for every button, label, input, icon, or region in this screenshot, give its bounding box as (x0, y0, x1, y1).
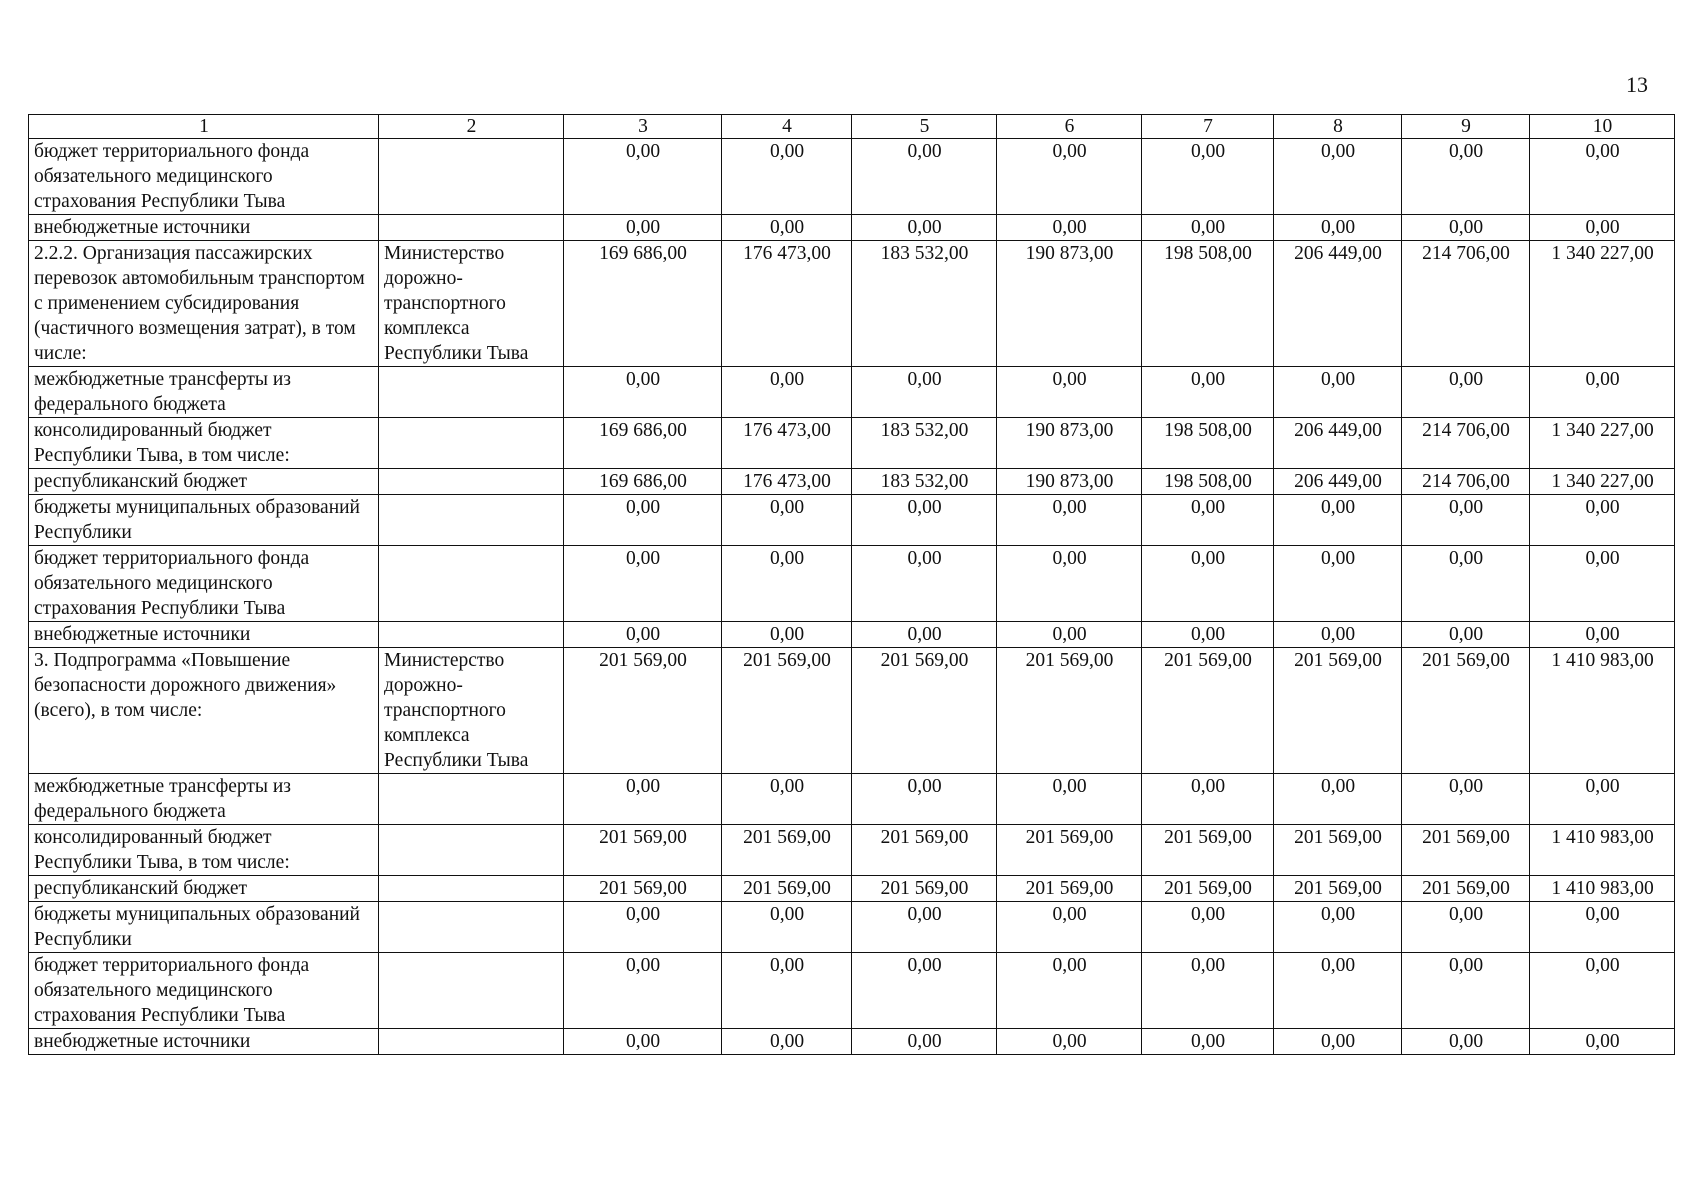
value-cell: 201 569,00 (1402, 648, 1530, 774)
value-cell: 0,00 (1142, 774, 1274, 825)
executor-cell (379, 622, 564, 648)
value-cell: 201 569,00 (1402, 876, 1530, 902)
value-cell: 0,00 (1402, 902, 1530, 953)
value-cell: 214 706,00 (1402, 469, 1530, 495)
value-cell: 201 569,00 (564, 876, 722, 902)
row-label: межбюджетные трансферты из федерального бюджета (29, 774, 379, 825)
executor-cell: Министерство дорожно-транспортного комплекса Республики Тыва (379, 648, 564, 774)
table-row (29, 648, 1675, 774)
value-cell: 0,00 (1274, 622, 1402, 648)
value-cell: 0,00 (722, 902, 852, 953)
value-cell: 0,00 (1274, 902, 1402, 953)
value-cell: 198 508,00 (1142, 469, 1274, 495)
value-cell: 0,00 (852, 902, 997, 953)
value-cell: 0,00 (1402, 953, 1530, 1029)
column-number-3: 3 (564, 115, 722, 139)
value-cell: 0,00 (1530, 546, 1675, 622)
column-number-5: 5 (852, 115, 997, 139)
value-cell: 183 532,00 (852, 241, 997, 367)
value-cell: 201 569,00 (722, 648, 852, 774)
value-cell: 1 410 983,00 (1530, 876, 1675, 902)
value-cell: 169 686,00 (564, 241, 722, 367)
row-label: внебюджетные источники (29, 215, 379, 241)
executor-cell (379, 774, 564, 825)
value-cell: 206 449,00 (1274, 418, 1402, 469)
executor-cell: Министерство дорожно-транспортного комплекса Республики Тыва (379, 241, 564, 367)
value-cell: 198 508,00 (1142, 241, 1274, 367)
value-cell: 0,00 (1274, 139, 1402, 215)
value-cell: 1 410 983,00 (1530, 825, 1675, 876)
column-number-10: 10 (1530, 115, 1675, 139)
row-label: бюджет территориального фонда обязательного медицинского страхования Республики Тыва (29, 546, 379, 622)
executor-cell (379, 876, 564, 902)
table-row (29, 495, 1675, 546)
value-cell: 0,00 (564, 953, 722, 1029)
value-cell: 201 569,00 (1142, 876, 1274, 902)
value-cell: 0,00 (852, 215, 997, 241)
value-cell: 0,00 (1402, 139, 1530, 215)
table-row (29, 1029, 1675, 1055)
value-cell: 201 569,00 (722, 876, 852, 902)
value-cell: 0,00 (1142, 546, 1274, 622)
budget-table (28, 114, 1675, 1055)
table-row (29, 241, 1675, 367)
value-cell: 0,00 (1402, 546, 1530, 622)
executor-cell (379, 139, 564, 215)
value-cell: 0,00 (1142, 622, 1274, 648)
table-row (29, 139, 1675, 215)
value-cell: 0,00 (722, 622, 852, 648)
value-cell: 0,00 (1142, 495, 1274, 546)
value-cell: 0,00 (1402, 1029, 1530, 1055)
value-cell: 0,00 (1530, 622, 1675, 648)
value-cell: 201 569,00 (1402, 825, 1530, 876)
row-label: консолидированный бюджет Республики Тыва, в том числе: (29, 418, 379, 469)
value-cell: 1 340 227,00 (1530, 469, 1675, 495)
executor-cell (379, 469, 564, 495)
value-cell: 0,00 (1530, 902, 1675, 953)
value-cell: 0,00 (852, 774, 997, 825)
table-row (29, 367, 1675, 418)
column-number-4: 4 (722, 115, 852, 139)
value-cell: 0,00 (564, 902, 722, 953)
row-label: межбюджетные трансферты из федерального бюджета (29, 367, 379, 418)
table-row (29, 902, 1675, 953)
value-cell: 176 473,00 (722, 418, 852, 469)
row-label: 3. Подпрограмма «Повышение безопасности дорожного движения» (всего), в том числе: (29, 648, 379, 774)
row-label: внебюджетные источники (29, 1029, 379, 1055)
value-cell: 0,00 (564, 546, 722, 622)
value-cell: 1 340 227,00 (1530, 418, 1675, 469)
row-label: 2.2.2. Организация пассажирских перевозок автомобильным транспортом с применением субсидирования (частичного возмещения затрат), в том числе: (29, 241, 379, 367)
value-cell: 0,00 (997, 953, 1142, 1029)
executor-cell (379, 953, 564, 1029)
page-number: 13 (1626, 72, 1648, 97)
value-cell: 0,00 (1530, 953, 1675, 1029)
value-cell: 0,00 (1274, 774, 1402, 825)
table-row (29, 774, 1675, 825)
executor-cell (379, 418, 564, 469)
value-cell: 198 508,00 (1142, 418, 1274, 469)
value-cell: 201 569,00 (564, 825, 722, 876)
value-cell: 0,00 (1142, 953, 1274, 1029)
column-number-row (29, 115, 1675, 139)
value-cell: 0,00 (564, 622, 722, 648)
value-cell: 1 340 227,00 (1530, 241, 1675, 367)
value-cell: 0,00 (1274, 215, 1402, 241)
value-cell: 0,00 (722, 367, 852, 418)
value-cell: 201 569,00 (997, 825, 1142, 876)
executor-cell (379, 902, 564, 953)
value-cell: 0,00 (852, 367, 997, 418)
value-cell: 214 706,00 (1402, 241, 1530, 367)
value-cell: 0,00 (997, 774, 1142, 825)
executor-cell (379, 367, 564, 418)
value-cell: 0,00 (1142, 215, 1274, 241)
value-cell: 169 686,00 (564, 469, 722, 495)
value-cell: 0,00 (1530, 215, 1675, 241)
value-cell: 0,00 (852, 139, 997, 215)
value-cell: 201 569,00 (852, 876, 997, 902)
value-cell: 0,00 (852, 953, 997, 1029)
value-cell: 206 449,00 (1274, 469, 1402, 495)
value-cell: 0,00 (1274, 1029, 1402, 1055)
value-cell: 0,00 (1142, 902, 1274, 953)
value-cell: 0,00 (1402, 774, 1530, 825)
value-cell: 201 569,00 (852, 825, 997, 876)
column-number-2: 2 (379, 115, 564, 139)
table-row (29, 418, 1675, 469)
value-cell: 0,00 (997, 622, 1142, 648)
table-row (29, 953, 1675, 1029)
column-number-6: 6 (997, 115, 1142, 139)
value-cell: 190 873,00 (997, 418, 1142, 469)
row-label: республиканский бюджет (29, 469, 379, 495)
value-cell: 0,00 (1530, 139, 1675, 215)
value-cell: 0,00 (1530, 1029, 1675, 1055)
value-cell: 206 449,00 (1274, 241, 1402, 367)
executor-cell (379, 1029, 564, 1055)
value-cell: 0,00 (1402, 215, 1530, 241)
value-cell: 0,00 (997, 546, 1142, 622)
table-row (29, 876, 1675, 902)
value-cell: 0,00 (1142, 139, 1274, 215)
value-cell: 0,00 (997, 902, 1142, 953)
value-cell: 0,00 (564, 139, 722, 215)
value-cell: 0,00 (997, 367, 1142, 418)
value-cell: 0,00 (722, 546, 852, 622)
column-number-7: 7 (1142, 115, 1274, 139)
executor-cell (379, 546, 564, 622)
value-cell: 1 410 983,00 (1530, 648, 1675, 774)
value-cell: 183 532,00 (852, 418, 997, 469)
value-cell: 201 569,00 (564, 648, 722, 774)
value-cell: 201 569,00 (997, 648, 1142, 774)
executor-cell (379, 825, 564, 876)
value-cell: 201 569,00 (1274, 648, 1402, 774)
value-cell: 190 873,00 (997, 469, 1142, 495)
value-cell: 183 532,00 (852, 469, 997, 495)
value-cell: 0,00 (1274, 367, 1402, 418)
value-cell: 0,00 (997, 139, 1142, 215)
executor-cell (379, 215, 564, 241)
row-label: бюджет территориального фонда обязательного медицинского страхования Республики Тыва (29, 139, 379, 215)
table-row (29, 825, 1675, 876)
value-cell: 0,00 (564, 495, 722, 546)
value-cell: 214 706,00 (1402, 418, 1530, 469)
value-cell: 0,00 (1142, 1029, 1274, 1055)
table-row (29, 469, 1675, 495)
value-cell: 201 569,00 (997, 876, 1142, 902)
value-cell: 176 473,00 (722, 469, 852, 495)
value-cell: 201 569,00 (852, 648, 997, 774)
value-cell: 0,00 (852, 546, 997, 622)
value-cell: 0,00 (1402, 622, 1530, 648)
value-cell: 0,00 (1274, 546, 1402, 622)
value-cell: 0,00 (722, 139, 852, 215)
value-cell: 0,00 (1142, 367, 1274, 418)
value-cell: 201 569,00 (1142, 825, 1274, 876)
value-cell: 0,00 (722, 495, 852, 546)
value-cell: 0,00 (564, 1029, 722, 1055)
value-cell: 0,00 (997, 495, 1142, 546)
column-number-1: 1 (29, 115, 379, 139)
value-cell: 0,00 (564, 774, 722, 825)
value-cell: 0,00 (852, 495, 997, 546)
value-cell: 169 686,00 (564, 418, 722, 469)
value-cell: 0,00 (1402, 495, 1530, 546)
table-row (29, 215, 1675, 241)
value-cell: 176 473,00 (722, 241, 852, 367)
value-cell: 0,00 (722, 774, 852, 825)
value-cell: 0,00 (564, 215, 722, 241)
row-label: консолидированный бюджет Республики Тыва, в том числе: (29, 825, 379, 876)
value-cell: 201 569,00 (1274, 876, 1402, 902)
value-cell: 0,00 (1274, 495, 1402, 546)
value-cell: 0,00 (1402, 367, 1530, 418)
executor-cell (379, 495, 564, 546)
value-cell: 201 569,00 (1142, 648, 1274, 774)
row-label: бюджеты муниципальных образований Республики (29, 902, 379, 953)
value-cell: 0,00 (1274, 953, 1402, 1029)
value-cell: 0,00 (564, 367, 722, 418)
value-cell: 0,00 (852, 1029, 997, 1055)
value-cell: 201 569,00 (722, 825, 852, 876)
row-label: республиканский бюджет (29, 876, 379, 902)
value-cell: 0,00 (1530, 367, 1675, 418)
value-cell: 0,00 (997, 215, 1142, 241)
row-label: бюджеты муниципальных образований Республики (29, 495, 379, 546)
value-cell: 0,00 (1530, 495, 1675, 546)
value-cell: 0,00 (722, 1029, 852, 1055)
table-row (29, 622, 1675, 648)
row-label: бюджет территориального фонда обязательного медицинского страхования Республики Тыва (29, 953, 379, 1029)
value-cell: 0,00 (722, 215, 852, 241)
column-number-8: 8 (1274, 115, 1402, 139)
value-cell: 0,00 (722, 953, 852, 1029)
value-cell: 0,00 (997, 1029, 1142, 1055)
column-number-9: 9 (1402, 115, 1530, 139)
value-cell: 190 873,00 (997, 241, 1142, 367)
row-label: внебюджетные источники (29, 622, 379, 648)
value-cell: 201 569,00 (1274, 825, 1402, 876)
value-cell: 0,00 (1530, 774, 1675, 825)
table-row (29, 546, 1675, 622)
value-cell: 0,00 (852, 622, 997, 648)
